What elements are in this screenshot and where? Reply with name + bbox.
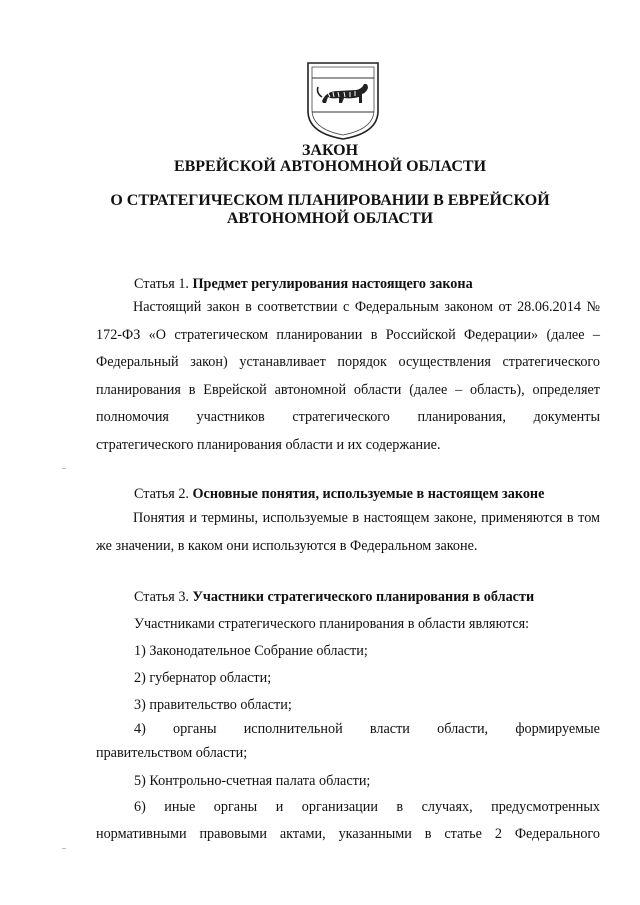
word: формируемые <box>515 721 600 737</box>
article-title: Предмет регулирования настоящего закона <box>192 276 473 292</box>
list-item: 2) губернатор области; <box>134 670 272 686</box>
article-2-heading <box>134 485 614 503</box>
article-title: Участники стратегического планирования в области <box>192 589 535 605</box>
article-1-heading <box>134 275 614 293</box>
list-item: 1) Законодательное Собрание области; <box>134 643 368 659</box>
article-2-text: Понятия и термины, используемые в настоящем законе, применяются в том же значении, в каком они используются в Федеральном законе. <box>96 510 600 554</box>
list-item-6-continuation <box>96 825 600 843</box>
list-item-6-line <box>134 798 600 816</box>
article-3-intro: Участниками стратегического планирования в области являются: <box>134 616 530 632</box>
word: актами, <box>279 826 326 842</box>
word: органы <box>173 721 217 737</box>
article-number: Статья 1. <box>134 276 189 292</box>
article-number: Статья 2. <box>134 486 189 502</box>
region-title: ЕВРЕЙСКОЙ АВТОНОМНОЙ ОБЛАСТИ <box>173 158 487 175</box>
word: в <box>424 826 432 842</box>
word: в <box>396 799 404 815</box>
word: исполнительной <box>243 721 343 737</box>
word: власти <box>369 721 410 737</box>
word: иные <box>164 799 196 815</box>
word: организации <box>301 799 378 815</box>
law-word: ЗАКОН <box>301 142 359 159</box>
list-item: 5) Контрольно-счетная палата области; <box>134 773 371 789</box>
word: и <box>275 799 284 815</box>
article-1-text: Настоящий закон в соответствии с Федеральным законом от 28.06.2014 № 172-ФЗ «О стратегическом планировании в Российской Федерации» (далее – Федеральный закон) устанавливает порядок осуществления стратегического планирования в Еврейской автономной области (далее – область), определяет полномочия участников стратегического планирования, документы стратегического планирования области и их содержание. <box>96 299 600 453</box>
law-subject-line-2: АВТОНОМНОЙ ОБЛАСТИ <box>226 210 434 227</box>
word: 2 <box>494 826 502 842</box>
list-item: 3) правительство области; <box>134 697 292 713</box>
article-3-heading <box>134 588 614 606</box>
article-title: Основные понятия, используемые в настоящем законе <box>192 486 545 502</box>
margin-mark <box>62 468 66 469</box>
word: указанными <box>338 826 412 842</box>
word: 4) <box>134 721 146 737</box>
word: 6) <box>134 799 146 815</box>
article-number: Статья 3. <box>134 589 189 605</box>
tiger-icon <box>318 84 369 103</box>
word: случаях, <box>421 799 473 815</box>
word: нормативными <box>96 826 187 842</box>
law-subject-line-1: О СТРАТЕГИЧЕСКОМ ПЛАНИРОВАНИИ В ЕВРЕЙСКОЙ <box>110 192 550 209</box>
word: области, <box>437 721 489 737</box>
list-item-4-continuation: правительством области; <box>96 745 248 761</box>
word: правовыми <box>199 826 267 842</box>
margin-mark <box>62 848 66 849</box>
coat-of-arms-emblem <box>304 57 382 141</box>
word: статье <box>444 826 482 842</box>
word: Федерального <box>514 826 600 842</box>
word: предусмотренных <box>491 799 600 815</box>
word: органы <box>213 799 258 815</box>
list-item-4-line <box>134 720 600 738</box>
